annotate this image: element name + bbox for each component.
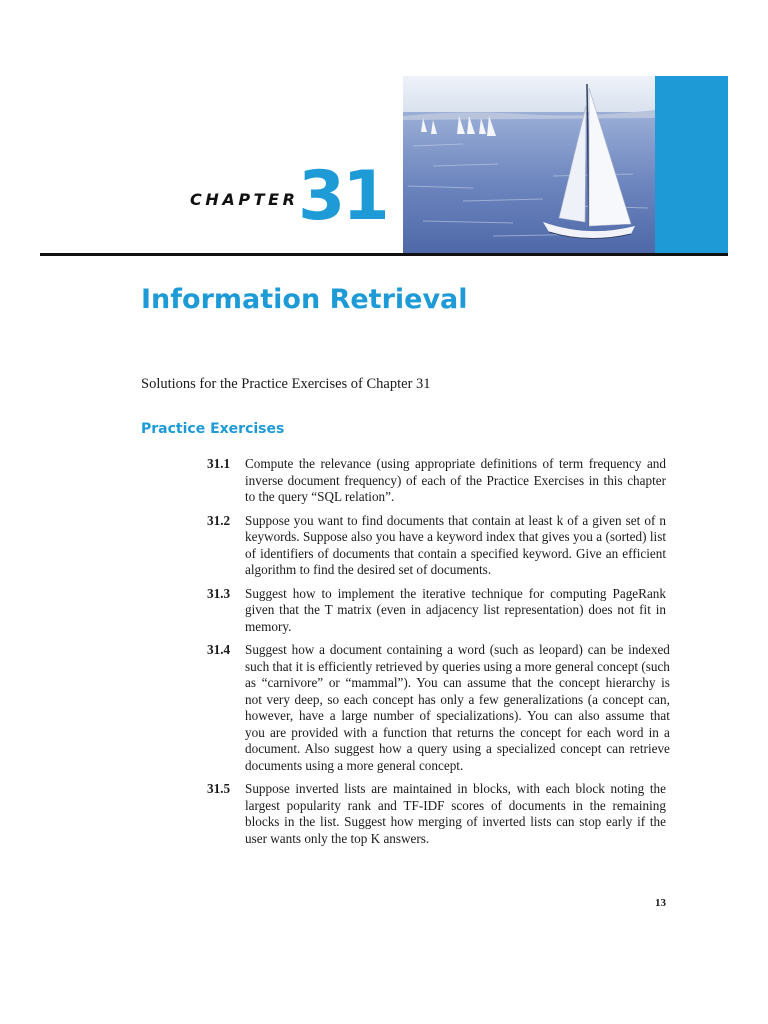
exercise-text	[245, 513, 666, 579]
chapter-title: Information Retrieval	[141, 284, 468, 315]
section-heading: Practice Exercises	[141, 421, 285, 437]
text-line: Suppose you want to find documents that contain at least k of a given set of n	[245, 512, 666, 528]
exercise-text	[245, 586, 666, 636]
exercise-number: 31.2	[207, 512, 231, 528]
text-line: inverse document frequency) of each of the Practice Exercises in this chapter	[245, 472, 666, 488]
text-line: largest popularity rank and TF-IDF scores of documents in the remaining	[245, 797, 666, 813]
chapter-label: CHAPTER	[190, 190, 299, 209]
text-line: given that the T matrix (even in adjacency list representation) does not fit in	[245, 602, 666, 617]
exercise-31-5	[207, 781, 666, 847]
exercise-number: 31.4	[207, 642, 231, 657]
exercise-text	[245, 781, 666, 847]
sailboat-photo	[403, 76, 655, 254]
text-line: Compute the relevance (using appropriate definitions of term frequency and	[245, 456, 666, 471]
exercise-number: 31.1	[207, 456, 231, 471]
text-line: keywords. Suppose also you have a keyword index that gives you a (sorted) list	[245, 529, 666, 544]
text-line: to the query “SQL relation”.	[245, 489, 395, 504]
text-line: user wants only the top K answers.	[245, 830, 430, 846]
exercise-text	[245, 456, 666, 506]
text-line: as “carnivore” or “mammal”). You can assume that the concept hierarchy is	[245, 675, 670, 690]
exercise-list	[207, 456, 670, 854]
exercise-31-3	[207, 586, 666, 636]
text-line: blocks in the list. Suggest how merging of inverted lists can stop early if the	[245, 814, 666, 829]
text-line: document. Also suggest how a query using a specialized concept can retrieve	[245, 741, 670, 756]
text-line: Suggest how to implement the iterative technique for computing PageRank	[245, 585, 666, 601]
chapter-number: 31	[298, 157, 387, 236]
text-line: algorithm to find the desired set of documents.	[245, 562, 492, 577]
exercise-31-2	[207, 513, 666, 579]
exercise-number: 31.3	[207, 585, 231, 601]
text-line: documents using a more general concept.	[245, 757, 464, 773]
exercise-text	[245, 642, 670, 774]
header-accent-bar	[655, 76, 728, 254]
exercise-31-4	[207, 642, 670, 774]
header-rule	[40, 253, 728, 256]
text-line: not very deep, so each concept has only a few generalizations (a concept can,	[245, 691, 670, 707]
exercise-number: 31.5	[207, 781, 231, 796]
intro-text: Solutions for the Practice Exercises of Chapter 31	[141, 376, 431, 392]
page-number: 13	[655, 897, 666, 909]
text-line: of identifiers of documents that contain a specified keyword. Give an efficient	[245, 545, 666, 561]
text-line: memory.	[245, 618, 292, 634]
text-line: Suggest how a document containing a word (such as leopard) can be indexed	[245, 642, 670, 657]
text-line: such that it is efficiently retrieved by queries using a more general concept (such	[245, 658, 670, 674]
text-line: Suppose inverted lists are maintained in blocks, with each block noting the	[245, 781, 666, 796]
text-line: however, have a large number of specializations). You can also assume that	[245, 708, 670, 723]
text-line: you are provided with a function that returns the concept for each word in a	[245, 724, 670, 740]
exercise-31-1	[207, 456, 666, 506]
